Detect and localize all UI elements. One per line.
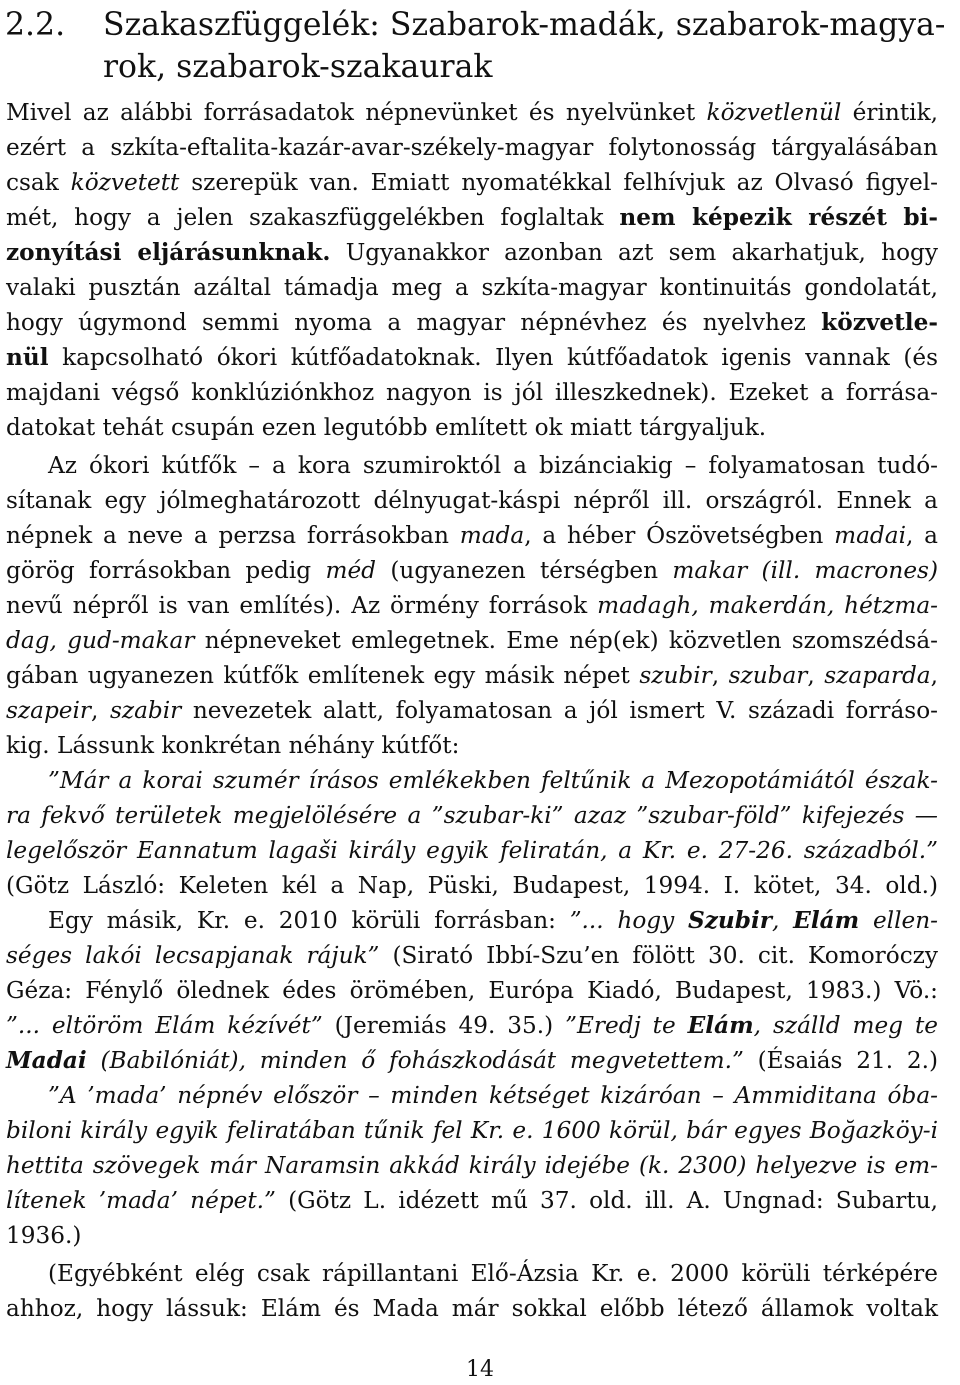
paragraph-1-line: valaki pusztán azáltal támadja meg a szkíta-magyar kontinuitás gondolatát, — [6, 274, 938, 301]
paragraph-1-line: nül kapcsolható ókori kútfőadatoknak. Ilyen kútfőadatok igenis vannak (és — [6, 344, 938, 371]
paragraph-1-line: majdani végső konklúziónkhoz nagyon is jól illeszkednek). Ezeket a forrása- — [6, 379, 938, 406]
quote-3-line: lítenek ’mada’ népet.” (Götz L. idézett mű 37. old. ill. A. Ungnad: Subartu, — [6, 1187, 939, 1214]
paragraph-1-line: zonyítási eljárásunknak. Ugyanakkor azonban azt sem akarhatjuk, hogy — [6, 239, 938, 266]
quote-3-line: biloni király egyik feliratában tűnik fel Kr. e. 1600 körül, bár egyes Boğazköy-i — [6, 1117, 938, 1144]
paragraph-1-line: ezért a szkíta-eftalita-kazár-avar-székely-magyar folytonosság tárgyalásában — [6, 134, 938, 161]
quote-1-line: ”Már a korai szumér írásos emlékekben feltűnik a Mezopotámiától észak- — [48, 767, 938, 794]
paragraph-3-line: (Egyébként elég csak rápillantani Elő-Ázsia Kr. e. 2000 körüli térképére — [48, 1260, 938, 1287]
paragraph-1-line: Mivel az alábbi forrásadatok népnevünket és nyelvünket közvetlenül érintik, — [6, 99, 938, 126]
paragraph-2-line: nevű népről is van említés). Az örmény források madagh, makerdán, hétzma- — [6, 592, 938, 619]
paragraph-2-line: kig. Lássunk konkrétan néhány kútfőt: — [6, 732, 460, 759]
quote-2-line: séges lakói lecsapjanak rájuk” (Sirató Ibbí-Szu’en fölött 30. cit. Komoróczy — [6, 942, 938, 969]
paragraph-1-line: hogy úgymond semmi nyoma a magyar népnévhez és nyelvhez közvetle- — [6, 309, 938, 336]
quote-2-line: ”... eltöröm Elám kézívét” (Jeremiás 49. 35.) ”Eredj te Elám, szálld meg te — [6, 1012, 938, 1039]
page-number: 14 — [466, 1357, 494, 1382]
paragraph-1-line: mét, hogy a jelen szakaszfüggelékben foglaltak nem képezik részét bi- — [6, 204, 938, 231]
quote-3-line: hettita szövegek már Naramsin akkád király idejébe (k. 2300) helyezve is em- — [6, 1152, 938, 1179]
quote-1-line: ra fekvő területek megjelölésére a ”szubar-ki” azaz ”szubar-föld” kifejezés — — [6, 802, 938, 829]
section-number: 2.2. — [5, 7, 66, 43]
quote-2-line: Madai (Babilóniát), minden ő fohászkodását megvetettem.” (Ésaiás 21. 2.) — [6, 1047, 938, 1074]
quote-3-line: 1936.) — [6, 1222, 82, 1249]
paragraph-1-line: datokat tehát csupán ezen legutóbb említett ok miatt tárgyaljuk. — [6, 414, 767, 441]
quote-1-line: legelőször Eannatum lagaši király egyik feliratán, a Kr. e. 27-26. századból.” — [6, 837, 938, 864]
paragraph-2-line: dag, gud-makar népneveket emlegetnek. Eme nép(ek) közvetlen szomszédsá- — [6, 627, 938, 654]
paragraph-2-line: népnek a neve a perzsa forrásokban mada, a héber Ószövetségben madai, a — [6, 522, 938, 549]
section-title-line-1: Szakaszfüggelék: Szabarok-madák, szabarok-magya- — [103, 7, 946, 43]
section-heading — [5, 4, 950, 88]
paragraph-2-line: sítanak egy jólmeghatározott délnyugat-káspi népről ill. országról. Ennek a — [6, 487, 938, 514]
paragraph-2-line: gában ugyanezen kútfők említenek egy másik népet szubir, szubar, szaparda, — [6, 662, 938, 689]
paragraph-2-line: Az ókori kútfők – a kora szumiroktól a bizánciakig – folyamatosan tudó- — [48, 452, 938, 479]
paragraph-3-line: ahhoz, hogy lássuk: Elám és Mada már sokkal előbb létező államok voltak — [6, 1295, 938, 1322]
section-title-line-2: rok, szabarok-szakaurak — [103, 49, 493, 85]
paragraph-2-line: szapeir, szabir nevezetek alatt, folyamatosan a jól ismert V. századi forráso- — [6, 697, 938, 724]
paragraph-2-line: görög forrásokban pedig méd (ugyanezen térségben makar (ill. macrones) — [6, 557, 938, 584]
paragraph-1-line: csak közvetett szerepük van. Emiatt nyomatékkal felhívjuk az Olvasó figyel- — [6, 169, 938, 196]
quote-1-line: (Götz László: Keleten kél a Nap, Püski, Budapest, 1994. I. kötet, 34. old.) — [6, 872, 938, 899]
quote-2-line: Egy másik, Kr. e. 2010 körüli forrásban: ”... hogy Szubir, Elám ellen- — [48, 907, 938, 934]
quote-3-line: ”A ’mada’ népnév először – minden kétséget kizáróan – Ammiditana óba- — [48, 1082, 938, 1109]
quote-2-line: Géza: Fénylő ölednek édes örömében, Európa Kiadó, Budapest, 1983.) Vö.: — [6, 977, 938, 1004]
